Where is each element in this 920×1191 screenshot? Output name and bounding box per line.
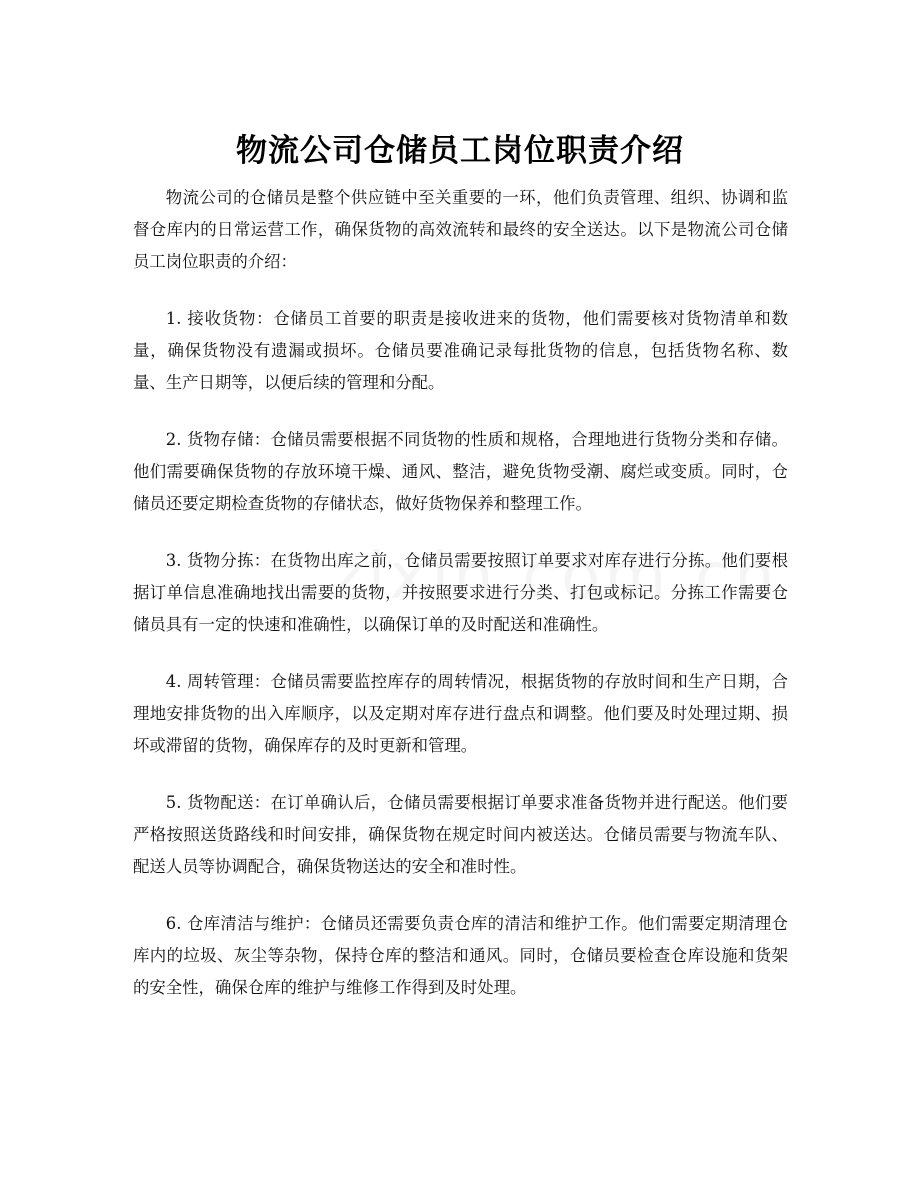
page-title: 物流公司仓储员工岗位职责介绍 (236, 132, 684, 169)
paragraph-storage: 2. 货物存储：仓储员需要根据不同货物的性质和规格，合理地进行货物分类和存储。他们需要确保货物的存放环境干燥、通风、整洁，避免货物受潮、腐烂或变质。同时，仓储员还要定期检查货物的存储状态，做好货物保养和整理工作。 (133, 430, 788, 513)
intro-paragraph: 物流公司的仓储员是整个供应链中至关重要的一环，他们负责管理、组织、协调和监督仓库内的日常运营工作，确保货物的高效流转和最终的安全送达。以下是物流公司仓储员工岗位职责的介绍： (133, 188, 788, 271)
paragraph-sorting: 3. 货物分拣：在货物出库之前，仓储员需要按照订单要求对库存进行分拣。他们要根据订单信息准确地找出需要的货物，并按照要求进行分类、打包或标记。分拣工作需要仓储员具有一定的快速和准确性，以确保订单的及时配送和准确性。 (133, 551, 788, 634)
paragraph-delivery: 5. 货物配送：在订单确认后，仓储员需要根据订单要求准备货物并进行配送。他们要严格按照送货路线和时间安排，确保货物在规定时间内被送达。仓储员需要与物流车队、配送人员等协调配合，确保货物送达的安全和准时性。 (133, 793, 788, 876)
document-body (133, 182, 788, 1029)
paragraph-turnover: 4. 周转管理：仓储员需要监控库存的周转情况，根据货物的存放时间和生产日期，合理地安排货物的出入库顺序，以及定期对库存进行盘点和调整。他们要及时处理过期、损坏或滞留的货物，确保库存的及时更新和管理。 (133, 672, 788, 755)
paragraph-receiving: 1. 接收货物：仓储员工首要的职责是接收进来的货物，他们需要核对货物清单和数量，确保货物没有遗漏或损坏。仓储员要准确记录每批货物的信息，包括货物名称、数量、生产日期等，以便后续的管理和分配。 (133, 309, 788, 392)
paragraph-maintenance: 6. 仓库清洁与维护：仓储员还需要负责仓库的清洁和维护工作。他们需要定期清理仓库内的垃圾、灰尘等杂物，保持仓库的整洁和通风。同时，仓储员要检查仓库设施和货架的安全性，确保仓库的维护与维修工作得到及时处理。 (133, 914, 788, 997)
